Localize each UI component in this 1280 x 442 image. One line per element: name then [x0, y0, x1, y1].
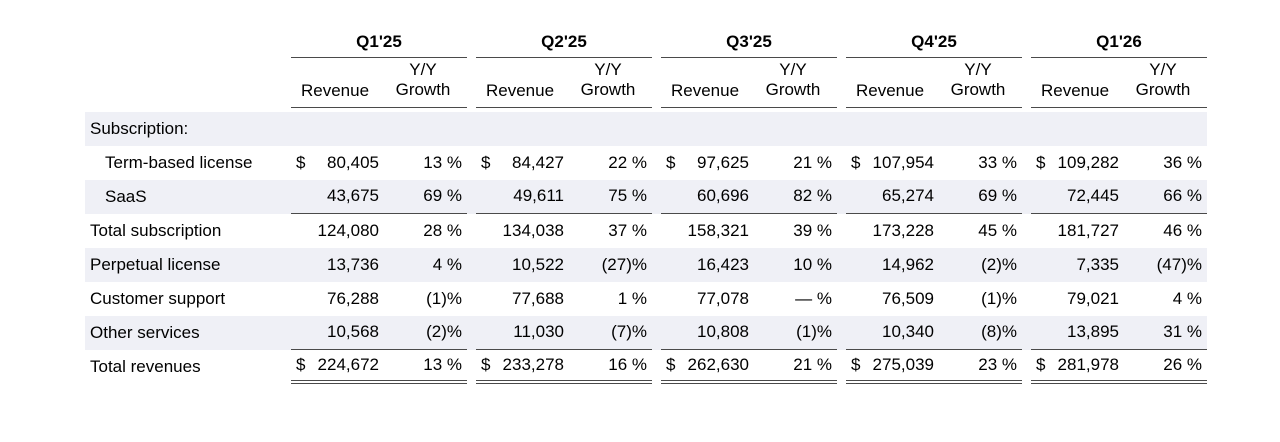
- revenue-value: 14,962: [882, 254, 934, 274]
- revenue-cell: [291, 221, 379, 241]
- revenue-column-header: Revenue: [1040, 80, 1110, 100]
- revenue-value: 80,405: [327, 152, 379, 172]
- revenue-cell: [846, 289, 934, 309]
- revenue-cell: [291, 255, 379, 275]
- revenue-cell: [661, 255, 749, 275]
- growth-cell: 21 %: [793, 152, 832, 172]
- revenue-value: 109,282: [1057, 152, 1119, 172]
- growth-column-header: [1119, 60, 1207, 101]
- table-row: [85, 180, 1207, 214]
- revenue-value: 16,423: [697, 254, 749, 274]
- revenue-column-header: Revenue: [485, 80, 555, 100]
- table-row: [85, 282, 1207, 316]
- table-row: [85, 146, 1207, 180]
- growth-column-header: [934, 60, 1022, 101]
- header-spacer: [85, 32, 291, 58]
- growth-cell: 21 %: [793, 354, 832, 374]
- dollar-sign: $: [666, 152, 676, 172]
- revenue-value: 13,895: [1067, 322, 1119, 342]
- growth-cell: 22 %: [608, 152, 647, 172]
- growth-cell: 75 %: [608, 186, 647, 206]
- revenue-value: 281,978: [1057, 354, 1119, 374]
- growth-cell: (1)%: [796, 322, 832, 342]
- row-label: Customer support: [90, 288, 226, 308]
- revenue-value: 107,954: [872, 152, 934, 172]
- revenue-value: 10,340: [882, 322, 934, 342]
- quarter-header-row: [85, 28, 1207, 58]
- growth-cell: (27)%: [601, 254, 647, 274]
- quarter-group: [661, 316, 837, 350]
- dollar-sign: $: [1036, 354, 1046, 374]
- revenue-cell: [1031, 355, 1119, 375]
- growth-header-line2: Growth: [395, 80, 451, 100]
- revenue-cell: [291, 355, 379, 375]
- quarter-group: [661, 146, 837, 180]
- growth-cell: 13 %: [423, 354, 462, 374]
- quarter-group: [846, 146, 1022, 180]
- growth-cell: 4 %: [432, 254, 462, 274]
- revenue-value: 10,568: [327, 322, 379, 342]
- revenue-cell: [476, 221, 564, 241]
- quarter-group: [846, 282, 1022, 316]
- revenue-value: 10,522: [512, 254, 564, 274]
- growth-header-line1: Y/Y: [779, 60, 807, 79]
- quarter-group: [476, 214, 652, 248]
- revenue-cell: [291, 289, 379, 309]
- quarter-group: [1031, 282, 1207, 316]
- revenue-value: 7,335: [1076, 254, 1119, 274]
- quarter-group: [846, 350, 1022, 384]
- quarter-group: [661, 214, 837, 248]
- quarter-group: [846, 214, 1022, 248]
- quarter-group: [661, 248, 837, 282]
- growth-cell: 69 %: [423, 186, 462, 206]
- quarter-group: [1031, 316, 1207, 350]
- dollar-sign: $: [1036, 152, 1046, 172]
- quarter-group: [476, 180, 652, 214]
- growth-header-line1: Y/Y: [1149, 60, 1177, 79]
- growth-cell: 28 %: [423, 220, 462, 240]
- growth-cell: — %: [795, 288, 832, 308]
- revenue-cell: [1031, 322, 1119, 342]
- revenue-cell: [476, 355, 564, 375]
- revenue-cell: [476, 153, 564, 173]
- growth-column-header: [564, 60, 652, 101]
- revenue-value: 49,611: [513, 186, 564, 206]
- table-row: [85, 214, 1207, 248]
- growth-cell: 23 %: [978, 354, 1017, 374]
- revenue-value: 77,078: [697, 288, 749, 308]
- table-row: [85, 112, 1207, 146]
- revenue-cell: [1031, 186, 1119, 206]
- table-body: [85, 112, 1207, 384]
- growth-cell: 66 %: [1163, 186, 1202, 206]
- table-row: [85, 316, 1207, 350]
- revenue-value: 76,288: [327, 288, 379, 308]
- revenue-cell: [846, 221, 934, 241]
- revenue-value: 72,445: [1067, 186, 1119, 206]
- row-label: Other services: [90, 322, 200, 342]
- quarter-group: [1031, 350, 1207, 384]
- revenue-value: 134,038: [502, 220, 564, 240]
- growth-cell: 10 %: [793, 254, 832, 274]
- revenue-value: 76,509: [882, 288, 934, 308]
- revenue-cell: [846, 322, 934, 342]
- revenue-value: 124,080: [317, 220, 379, 240]
- growth-cell: (8)%: [981, 322, 1017, 342]
- growth-cell: 45 %: [978, 220, 1017, 240]
- quarter-group: [1031, 146, 1207, 180]
- quarter-group: [291, 180, 467, 214]
- quarter-group: [846, 180, 1022, 214]
- growth-cell: 37 %: [608, 220, 647, 240]
- revenue-cell: [846, 186, 934, 206]
- revenue-cell: [291, 153, 379, 173]
- revenue-value: 233,278: [502, 354, 564, 374]
- row-label: Perpetual license: [90, 254, 221, 274]
- growth-header-line1: Y/Y: [594, 60, 622, 79]
- quarter-group: [661, 180, 837, 214]
- row-label: SaaS: [105, 186, 147, 206]
- revenue-cell: [846, 153, 934, 173]
- revenue-value: 43,675: [327, 186, 379, 206]
- quarter-group: [291, 146, 467, 180]
- revenue-value: 11,030: [513, 322, 564, 342]
- quarter-group: [291, 248, 467, 282]
- quarter-group: [661, 350, 837, 384]
- revenue-column-header: Revenue: [670, 80, 740, 100]
- quarter-group: [476, 146, 652, 180]
- revenue-cell: [661, 322, 749, 342]
- growth-cell: (1)%: [981, 288, 1017, 308]
- revenue-value: 65,274: [882, 186, 934, 206]
- column-header-group: [661, 60, 837, 108]
- revenue-cell: [291, 322, 379, 342]
- revenue-cell: [476, 322, 564, 342]
- quarter-group: [846, 248, 1022, 282]
- row-label: Total subscription: [90, 220, 222, 240]
- quarter-group: [476, 316, 652, 350]
- revenue-value: 13,736: [327, 254, 379, 274]
- dollar-sign: $: [666, 354, 676, 374]
- growth-header-line2: Growth: [1135, 80, 1191, 100]
- column-header-group: [476, 60, 652, 108]
- column-header-group: [1031, 60, 1207, 108]
- dollar-sign: $: [851, 152, 861, 172]
- quarter-group: [476, 350, 652, 384]
- revenue-cell: [661, 153, 749, 173]
- growth-cell: 31 %: [1163, 322, 1202, 342]
- quarter-group: [661, 282, 837, 316]
- growth-header-line2: Growth: [950, 80, 1006, 100]
- revenue-value: 173,228: [872, 220, 934, 240]
- growth-cell: 46 %: [1163, 220, 1202, 240]
- revenue-value: 10,808: [697, 322, 749, 342]
- quarter-group: [846, 316, 1022, 350]
- quarter-group: [291, 316, 467, 350]
- revenue-value: 181,727: [1057, 220, 1119, 240]
- revenue-value: 97,625: [697, 152, 749, 172]
- revenue-cell: [1031, 289, 1119, 309]
- growth-cell: 39 %: [793, 220, 832, 240]
- growth-cell: 26 %: [1163, 354, 1202, 374]
- growth-column-header: [749, 60, 837, 101]
- row-label: Subscription:: [90, 118, 189, 138]
- revenue-column-header: Revenue: [855, 80, 925, 100]
- header-spacer: [85, 60, 291, 108]
- revenue-column-header: Revenue: [300, 80, 370, 100]
- revenue-cell: [1031, 221, 1119, 241]
- revenue-cell: [476, 186, 564, 206]
- revenue-value: 60,696: [697, 186, 749, 206]
- column-header-group: [846, 60, 1022, 108]
- revenue-cell: [846, 255, 934, 275]
- revenue-value: 84,427: [512, 152, 564, 172]
- revenue-cell: [476, 255, 564, 275]
- growth-cell: 82 %: [793, 186, 832, 206]
- column-header-group: [291, 60, 467, 108]
- row-label: Total revenues: [90, 356, 201, 376]
- growth-cell: 69 %: [978, 186, 1017, 206]
- quarter-group: [291, 214, 467, 248]
- growth-header-line2: Growth: [580, 80, 636, 100]
- revenue-cell: [846, 355, 934, 375]
- row-label: Term-based license: [105, 152, 253, 172]
- revenue-cell: [661, 355, 749, 375]
- revenue-value: 79,021: [1067, 288, 1119, 308]
- revenue-value: 275,039: [872, 354, 934, 374]
- revenue-value: 224,672: [317, 354, 379, 374]
- revenue-cell: [1031, 153, 1119, 173]
- revenue-cell: [291, 186, 379, 206]
- quarter-group: [476, 248, 652, 282]
- growth-cell: 13 %: [423, 152, 462, 172]
- growth-header-line2: Growth: [765, 80, 821, 100]
- growth-header-line1: Y/Y: [964, 60, 992, 79]
- revenue-cell: [661, 289, 749, 309]
- revenue-cell: [476, 289, 564, 309]
- quarter-group: [291, 350, 467, 384]
- quarter-header: Q2'25: [476, 32, 652, 58]
- revenue-value: 158,321: [687, 220, 749, 240]
- quarter-group: [1031, 248, 1207, 282]
- growth-cell: (7)%: [611, 322, 647, 342]
- dollar-sign: $: [851, 354, 861, 374]
- table-row: [85, 248, 1207, 282]
- growth-cell: (2)%: [426, 322, 462, 342]
- quarter-header: Q1'25: [291, 32, 467, 58]
- dollar-sign: $: [481, 152, 491, 172]
- revenue-value: 77,688: [512, 288, 564, 308]
- revenue-cell: [661, 221, 749, 241]
- revenue-value: 262,630: [687, 354, 749, 374]
- growth-cell: 1 %: [617, 288, 647, 308]
- growth-column-header: [379, 60, 467, 101]
- quarter-group: [1031, 180, 1207, 214]
- quarter-group: [1031, 214, 1207, 248]
- dollar-sign: $: [296, 152, 306, 172]
- growth-cell: (1)%: [426, 288, 462, 308]
- quarter-group: [476, 282, 652, 316]
- growth-cell: (47)%: [1156, 254, 1202, 274]
- table-row: [85, 350, 1207, 384]
- quarter-group: [291, 282, 467, 316]
- revenue-cell: [661, 186, 749, 206]
- quarter-header: Q4'25: [846, 32, 1022, 58]
- revenue-cell: [1031, 255, 1119, 275]
- revenue-table: [85, 28, 1207, 384]
- growth-cell: (2)%: [981, 254, 1017, 274]
- dollar-sign: $: [481, 354, 491, 374]
- growth-cell: 36 %: [1163, 152, 1202, 172]
- growth-header-line1: Y/Y: [409, 60, 437, 79]
- growth-cell: 33 %: [978, 152, 1017, 172]
- growth-cell: 16 %: [608, 354, 647, 374]
- quarter-header: Q3'25: [661, 32, 837, 58]
- dollar-sign: $: [296, 354, 306, 374]
- quarter-header: Q1'26: [1031, 32, 1207, 58]
- column-header-row: [85, 60, 1207, 108]
- growth-cell: 4 %: [1172, 288, 1202, 308]
